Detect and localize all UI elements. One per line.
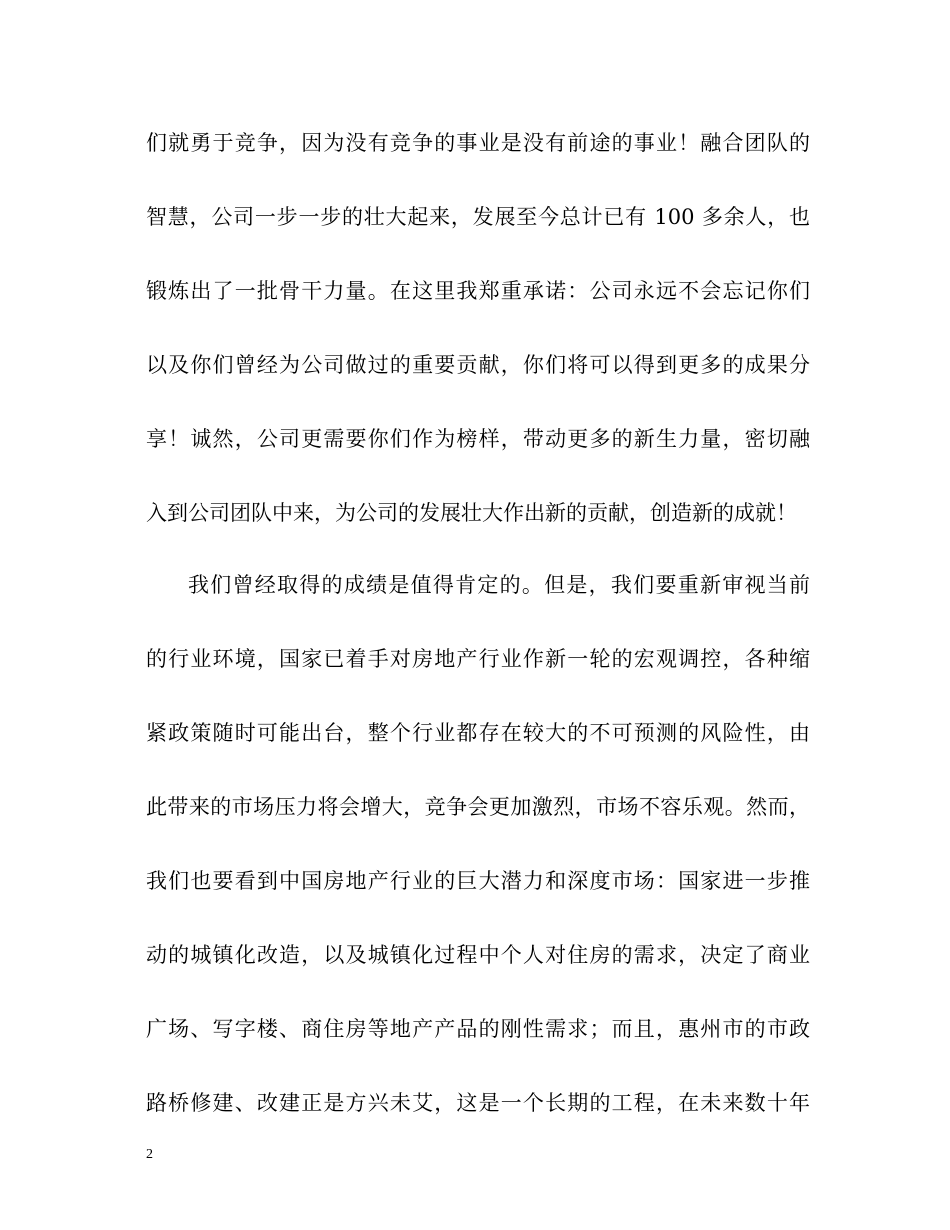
text-line: 智慧，公司一步一步的壮大起来，发展至今总计已有 100 多余人，也 bbox=[146, 205, 810, 229]
text-line: 锻炼出了一批骨干力量。在这里我郑重承诺：公司永远不会忘记你们 bbox=[146, 279, 810, 303]
text-line: 以及你们曾经为公司做过的重要贡献，你们将可以得到更多的成果分 bbox=[146, 353, 810, 377]
text-line: 动的城镇化改造，以及城镇化过程中个人对住房的需求，决定了商业 bbox=[146, 943, 810, 967]
text-line: 广场、写字楼、商住房等地产产品的刚性需求；而且，惠州市的市政 bbox=[146, 1017, 810, 1041]
text-line: 的行业环境，国家已着手对房地产行业作新一轮的宏观调控，各种缩 bbox=[146, 647, 810, 671]
text-line: 我们曾经取得的成绩是值得肯定的。但是，我们要重新审视当前 bbox=[188, 573, 810, 597]
text-line: 路桥修建、改建正是方兴未艾，这是一个长期的工程，在未来数十年 bbox=[146, 1091, 810, 1115]
text-line: 此带来的市场压力将会增大，竞争会更加激烈，市场不容乐观。然而， bbox=[146, 795, 810, 819]
text-line: 们就勇于竞争，因为没有竞争的事业是没有前途的事业！融合团队的 bbox=[146, 131, 810, 155]
text-line: 我们也要看到中国房地产行业的巨大潜力和深度市场：国家进一步推 bbox=[146, 869, 810, 893]
text-line: 享！诚然，公司更需要你们作为榜样，带动更多的新生力量，密切融 bbox=[146, 427, 810, 451]
page-number: 2 bbox=[146, 1147, 153, 1162]
text-line: 入到公司团队中来，为公司的发展壮大作出新的贡献，创造新的成就！ bbox=[146, 501, 797, 525]
text-line: 紧政策随时可能出台，整个行业都存在较大的不可预测的风险性，由 bbox=[146, 721, 810, 745]
